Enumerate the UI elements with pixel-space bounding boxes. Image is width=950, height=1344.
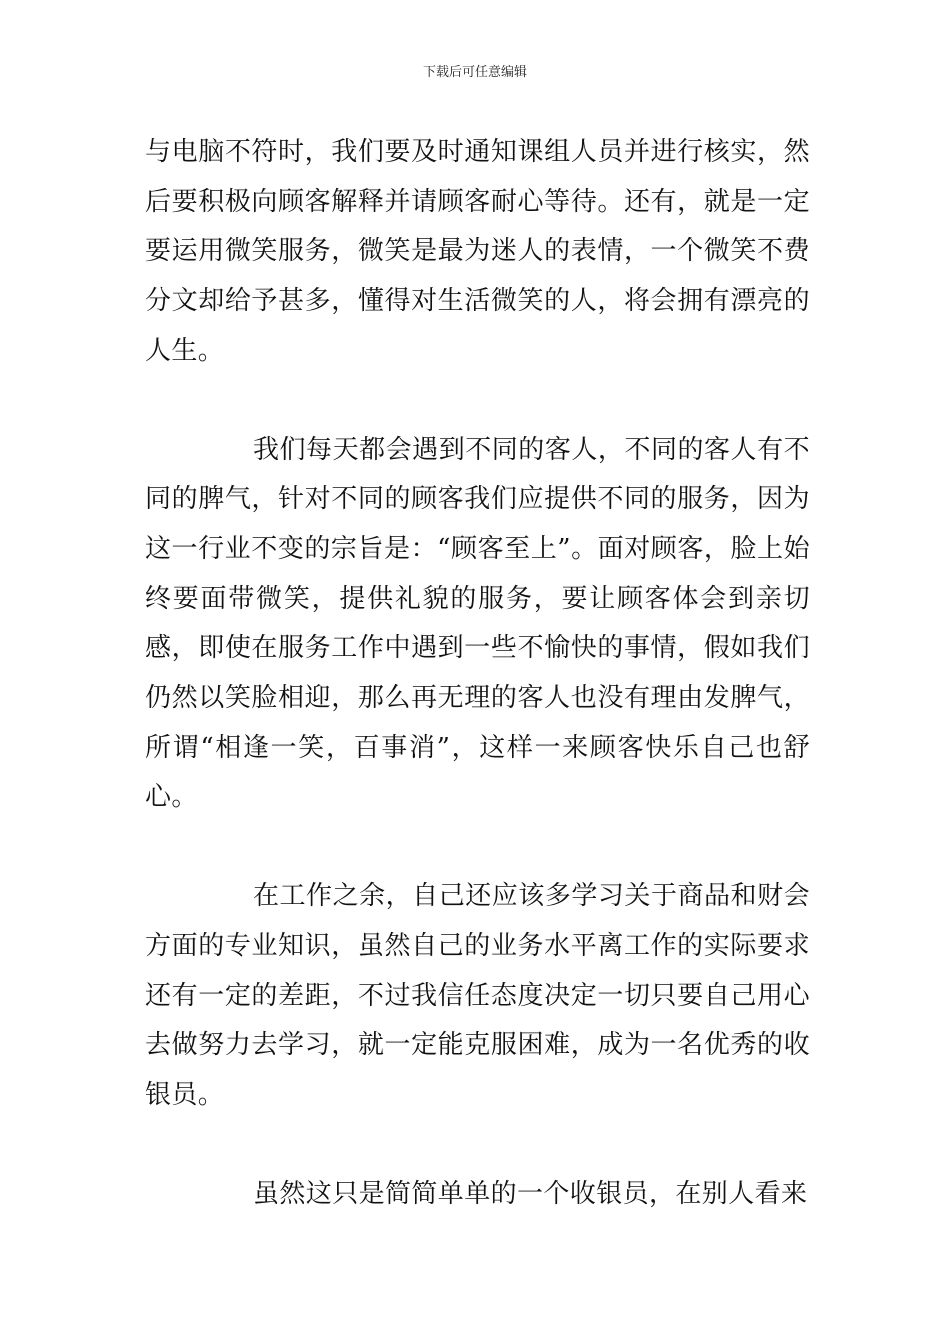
paragraph: 我们每天都会遇到不同的客人，不同的客人有不同的脾气，针对不同的顾客我们应提供不同的服务，因为这一行业不变的宗旨是：“顾客至上”。面对顾客，脸上始终要面带微笑，提供礼貌的服务，要让顾客体会到亲切感，即使在服务工作中遇到一些不愉快的事情，假如我们仍然以笑脸相迎，那么再无理的客人也没有理由发脾气，所谓“相逢一笑，百事消”，这样一来顾客快乐自己也舒心。	[145, 434, 810, 813]
document-body	[145, 128, 810, 1219]
page-header: 下载后可任意编辑	[422, 65, 527, 80]
paragraph: 在工作之余，自己还应该多学习关于商品和财会方面的专业知识，虽然自己的业务水平离工作的实际要求还有一定的差距，不过我信任态度决定一切只要自己用心去做努力去学习，就一定能克服困难，成为一名优秀的收银员。	[145, 881, 810, 1110]
paragraph: 与电脑不符时，我们要及时通知课组人员并进行核实，然后要积极向顾客解释并请顾客耐心等待。还有，就是一定要运用微笑服务，微笑是最为迷人的表情，一个微笑不费分文却给予甚多，懂得对生活微笑的人，将会拥有漂亮的人生。	[145, 137, 810, 366]
paragraph-gap	[145, 1121, 810, 1170]
paragraph-gap	[145, 377, 810, 426]
paragraph-gap	[145, 823, 810, 872]
paragraph: 虽然这只是简简单单的一个收银员，在别人看来	[253, 1178, 808, 1209]
